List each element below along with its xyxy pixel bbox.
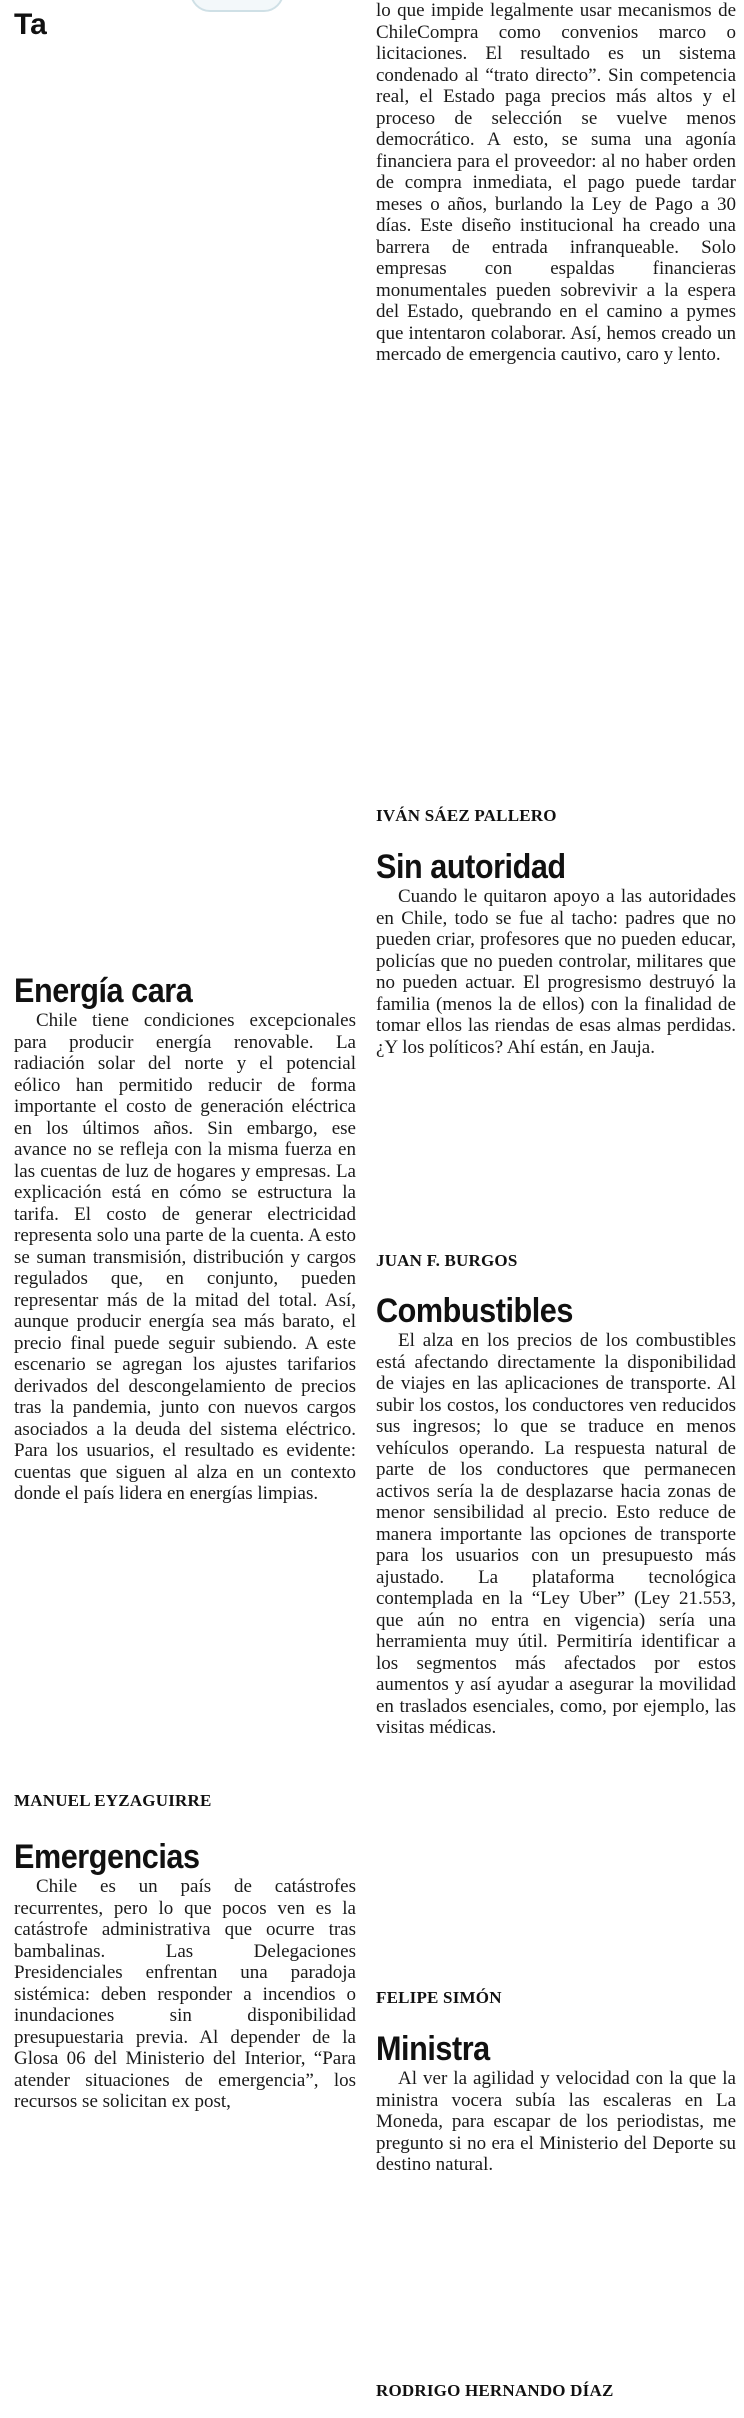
byline-burgos: [376, 1250, 518, 1272]
byline-saez: [376, 805, 557, 827]
article-title: Sin autoridad: [376, 848, 566, 886]
right-column: [376, 0, 736, 2418]
article-title: Energía cara: [14, 972, 193, 1010]
article-author: RODRIGO HERNANDO DÍAZ: [376, 2381, 614, 2400]
article-emergencias: [14, 1838, 356, 2113]
left-column: [14, 0, 356, 2418]
article-body: Cuando le quitaron apoyo a las autoridades en Chile, todo se fue al tacho: padres que no pueden criar, profesores que no pueden educar, policías que no pueden controlar, militares que no pueden actuar. El progresismo destruyó la familia (menos la de ellos) con la finalidad de tomar ellos las riendas de esas almas perdidas. ¿Y los políticos? Ahí están, en Jauja.: [376, 886, 736, 1058]
article-body: Chile tiene condiciones excepcionales para producir energía renovable. La radiación solar del norte y el potencial eólico han permitido reducir de forma importante el costo de generación eléctrica en los últimos años. Sin embargo, ese avance no se refleja con la misma fuerza en las cuentas de luz de hogares y empresas. La explicación está en cómo se estructura la tarifa. El costo de generar electricidad representa solo una parte de la cuenta. A esto se suman transmisión, distribución y cargos regulados que, en conjunto, pueden representar más de la mitad del total. Así, aunque producir energía sea más barato, el precio final puede seguir subiendo. A este escenario se agregan los ajustes tarifarios derivados del descongelamiento de precios tras la pandemia, junto con nuevos cargos asociados a la deuda del sistema eléctrico. Para los usuarios, el resultado es evidente: cuentas que siguen al alza en un contexto donde el país lidera en energías limpias.: [14, 1010, 356, 1504]
article-title: Emergencias: [14, 1838, 200, 1876]
article-title: Ministra: [376, 2030, 490, 2068]
article-energia-cara: [14, 972, 356, 1505]
article-ministra: [376, 2030, 736, 2176]
article-body: El alza en los precios de los combustibles está afectando directamente la disponibilidad de viajes en las aplicaciones de transporte. Al subir los costos, los conductores ven reducidos sus ingresos; lo que se traduce en menos vehículos operando. La respuesta natural de parte de los conductores que permanecen activos sería la de desplazarse hacia zonas de menor sensibilidad al precio. Esto reduce de manera importante las opciones de transporte para los usuarios con un presupuesto más ajustado. La plataforma tecnológica contemplada en la “Ley Uber” (Ley 21.553, que aún no entra en vigencia) sería una herramienta muy útil. Permitiría identificar a los segmentos más afectados por estos aumentos y así ayudar a asegurar la movilidad en traslados esenciales, como, por ejemplo, las visitas médicas.: [376, 1330, 736, 1738]
byline-simon: [376, 1987, 502, 2009]
byline-diaz: [376, 2380, 614, 2402]
article-author: FELIPE SIMÓN: [376, 1988, 502, 2007]
article-body: Chile es un país de catástrofes recurrentes, pero lo que pocos ven es la catástrofe administrativa que ocurre tras bambalinas. Las Delegaciones Presidenciales enfrentan una paradoja sistémica: deben responder a incendios o inundaciones sin disponibilidad presupuestaria previa. Al depender de la Glosa 06 del Ministerio del Interior, “Para atender situaciones de emergencia”, los recursos se solicitan ex post,: [14, 1876, 356, 2112]
article-sin-autoridad: [376, 848, 736, 1058]
article-combustibles: [376, 1292, 736, 1739]
article-body: Al ver la agilidad y velocidad con la que la ministra vocera subía las escaleras en La Moneda, para escapar de los periodistas, me pregunto si no era el Ministerio del Deporte su destino natural.: [376, 2068, 736, 2175]
article-body: lo que impide legalmente usar mecanismos de ChileCompra como convenios marco o licitaciones. El resultado es un sistema condenado al “trato directo”. Sin competencia real, el Estado paga precios más altos y el proceso de selección se vuelve menos democrático. A esto, se suma una agonía financiera para el proveedor: al no haber orden de compra inmediata, el pago puede tardar meses o años, burlando la Ley de Pago a 30 días. Este diseño institucional ha creado una barrera de entrada infranqueable. Solo empresas con espaldas financieras monumentales pueden sobrevivir a la espera del Estado, quebrando en el camino a pymes que intentaron colaborar. Así, hemos creado un mercado de emergencia cautivo, caro y lento.: [376, 0, 736, 365]
byline-eyzaguirre: [14, 1790, 212, 1812]
article-author: MANUEL EYZAGUIRRE: [14, 1791, 212, 1810]
article-author: JUAN F. BURGOS: [376, 1251, 518, 1270]
truncated-heading: Ta: [14, 8, 47, 41]
article-continuation: [376, 0, 736, 366]
article-title: Combustibles: [376, 1292, 573, 1330]
article-author: IVÁN SÁEZ PALLERO: [376, 806, 557, 825]
